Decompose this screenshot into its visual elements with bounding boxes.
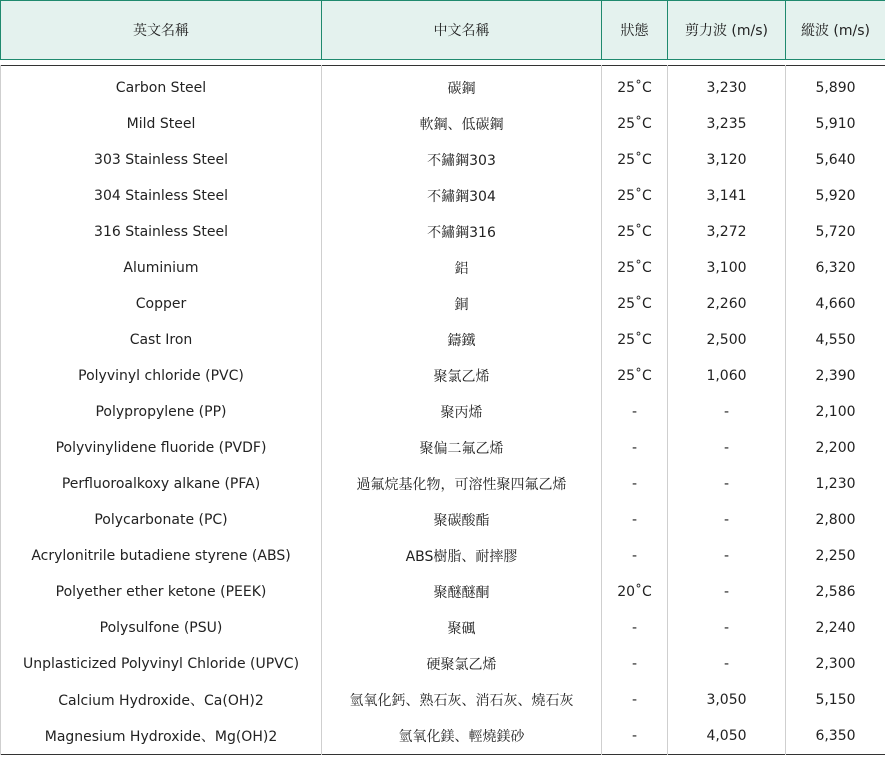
state-cell: 20˚C <box>602 574 668 610</box>
chinese-name-cell: 硬聚氯乙烯 <box>322 646 602 682</box>
state-cell: - <box>602 394 668 430</box>
shear-wave-cell: 2,260 <box>668 286 786 322</box>
chinese-name-cell: 聚碳酸酯 <box>322 502 602 538</box>
shear-wave-cell: 4,050 <box>668 718 786 755</box>
state-cell: 25˚C <box>602 322 668 358</box>
table-row <box>1 214 885 250</box>
state-cell: - <box>602 646 668 682</box>
english-name-cell: Polysulfone (PSU) <box>1 610 322 646</box>
state-cell: - <box>602 502 668 538</box>
longitudinal-wave-cell: 2,250 <box>786 538 885 574</box>
table-row <box>1 358 885 394</box>
shear-wave-cell: - <box>668 574 786 610</box>
english-name-cell: Polypropylene (PP) <box>1 394 322 430</box>
chinese-name-cell: ABS樹脂、耐摔膠 <box>322 538 602 574</box>
chinese-name-cell: 不鏽鋼304 <box>322 178 602 214</box>
english-name-cell: Unplasticized Polyvinyl Chloride (UPVC) <box>1 646 322 682</box>
header-shear-wave: 剪力波 (m/s) <box>668 1 786 60</box>
longitudinal-wave-cell: 2,240 <box>786 610 885 646</box>
chinese-name-cell: 聚氯乙烯 <box>322 358 602 394</box>
longitudinal-wave-cell: 5,890 <box>786 66 885 107</box>
state-cell: - <box>602 682 668 718</box>
table-row <box>1 502 885 538</box>
shear-wave-cell: 1,060 <box>668 358 786 394</box>
table-row <box>1 66 885 107</box>
english-name-cell: Copper <box>1 286 322 322</box>
longitudinal-wave-cell: 1,230 <box>786 466 885 502</box>
longitudinal-wave-cell: 2,300 <box>786 646 885 682</box>
chinese-name-cell: 軟鋼、低碳鋼 <box>322 106 602 142</box>
chinese-name-cell: 鋁 <box>322 250 602 286</box>
chinese-name-cell: 不鏽鋼316 <box>322 214 602 250</box>
state-cell: - <box>602 610 668 646</box>
table-row <box>1 718 885 755</box>
longitudinal-wave-cell: 5,150 <box>786 682 885 718</box>
english-name-cell: Aluminium <box>1 250 322 286</box>
longitudinal-wave-cell: 2,100 <box>786 394 885 430</box>
longitudinal-wave-cell: 2,200 <box>786 430 885 466</box>
shear-wave-cell: 3,050 <box>668 682 786 718</box>
longitudinal-wave-cell: 5,640 <box>786 142 885 178</box>
shear-wave-cell: 3,120 <box>668 142 786 178</box>
shear-wave-cell: - <box>668 466 786 502</box>
longitudinal-wave-cell: 4,550 <box>786 322 885 358</box>
state-cell: 25˚C <box>602 66 668 107</box>
table-row <box>1 682 885 718</box>
english-name-cell: Polyether ether ketone (PEEK) <box>1 574 322 610</box>
shear-wave-cell: - <box>668 394 786 430</box>
table-row <box>1 178 885 214</box>
table-row <box>1 430 885 466</box>
table-row <box>1 466 885 502</box>
state-cell: - <box>602 718 668 755</box>
chinese-name-cell: 氫氧化鎂、輕燒鎂砂 <box>322 718 602 755</box>
table-row <box>1 142 885 178</box>
english-name-cell: Perfluoroalkoxy alkane (PFA) <box>1 466 322 502</box>
english-name-cell: 303 Stainless Steel <box>1 142 322 178</box>
shear-wave-cell: - <box>668 646 786 682</box>
longitudinal-wave-cell: 2,586 <box>786 574 885 610</box>
longitudinal-wave-cell: 5,720 <box>786 214 885 250</box>
shear-wave-cell: - <box>668 538 786 574</box>
header-state: 狀態 <box>602 1 668 60</box>
state-cell: 25˚C <box>602 286 668 322</box>
state-cell: 25˚C <box>602 214 668 250</box>
english-name-cell: Magnesium Hydroxide、Mg(OH)2 <box>1 718 322 755</box>
table-row <box>1 322 885 358</box>
state-cell: - <box>602 538 668 574</box>
shear-wave-cell: 3,235 <box>668 106 786 142</box>
shear-wave-cell: - <box>668 502 786 538</box>
chinese-name-cell: 碳鋼 <box>322 66 602 107</box>
table-row <box>1 250 885 286</box>
state-cell: 25˚C <box>602 358 668 394</box>
state-cell: 25˚C <box>602 250 668 286</box>
state-cell: 25˚C <box>602 106 668 142</box>
english-name-cell: Mild Steel <box>1 106 322 142</box>
chinese-name-cell: 鑄鐵 <box>322 322 602 358</box>
chinese-name-cell: 氫氧化鈣、熟石灰、消石灰、燒石灰 <box>322 682 602 718</box>
english-name-cell: Cast Iron <box>1 322 322 358</box>
english-name-cell: Polyvinyl chloride (PVC) <box>1 358 322 394</box>
state-cell: - <box>602 466 668 502</box>
english-name-cell: Calcium Hydroxide、Ca(OH)2 <box>1 682 322 718</box>
header-chinese-name: 中文名稱 <box>322 1 602 60</box>
longitudinal-wave-cell: 4,660 <box>786 286 885 322</box>
shear-wave-cell: 3,272 <box>668 214 786 250</box>
longitudinal-wave-cell: 6,320 <box>786 250 885 286</box>
shear-wave-cell: 2,500 <box>668 322 786 358</box>
table-row <box>1 538 885 574</box>
chinese-name-cell: 聚碸 <box>322 610 602 646</box>
shear-wave-cell: 3,100 <box>668 250 786 286</box>
state-cell: 25˚C <box>602 142 668 178</box>
header-english-name: 英文名稱 <box>1 1 322 60</box>
english-name-cell: Acrylonitrile butadiene styrene (ABS) <box>1 538 322 574</box>
chinese-name-cell: 聚丙烯 <box>322 394 602 430</box>
chinese-name-cell: 過氟烷基化物，可溶性聚四氟乙烯 <box>322 466 602 502</box>
table-row <box>1 610 885 646</box>
shear-wave-cell: 3,141 <box>668 178 786 214</box>
longitudinal-wave-cell: 6,350 <box>786 718 885 755</box>
longitudinal-wave-cell: 5,910 <box>786 106 885 142</box>
header-row <box>1 1 885 60</box>
chinese-name-cell: 不鏽鋼303 <box>322 142 602 178</box>
table-header <box>0 0 885 60</box>
english-name-cell: Carbon Steel <box>1 66 322 107</box>
chinese-name-cell: 聚偏二氟乙烯 <box>322 430 602 466</box>
english-name-cell: 316 Stainless Steel <box>1 214 322 250</box>
chinese-name-cell: 聚醚醚酮 <box>322 574 602 610</box>
table-body <box>0 65 885 755</box>
english-name-cell: Polycarbonate (PC) <box>1 502 322 538</box>
table-row <box>1 286 885 322</box>
table-row <box>1 106 885 142</box>
shear-wave-cell: - <box>668 610 786 646</box>
table-row <box>1 394 885 430</box>
shear-wave-cell: - <box>668 430 786 466</box>
table-row <box>1 574 885 610</box>
longitudinal-wave-cell: 5,920 <box>786 178 885 214</box>
longitudinal-wave-cell: 2,800 <box>786 502 885 538</box>
chinese-name-cell: 銅 <box>322 286 602 322</box>
english-name-cell: Polyvinylidene fluoride (PVDF) <box>1 430 322 466</box>
longitudinal-wave-cell: 2,390 <box>786 358 885 394</box>
state-cell: 25˚C <box>602 178 668 214</box>
english-name-cell: 304 Stainless Steel <box>1 178 322 214</box>
header-longitudinal-wave: 縱波 (m/s) <box>786 1 885 60</box>
shear-wave-cell: 3,230 <box>668 66 786 107</box>
state-cell: - <box>602 430 668 466</box>
table-row <box>1 646 885 682</box>
